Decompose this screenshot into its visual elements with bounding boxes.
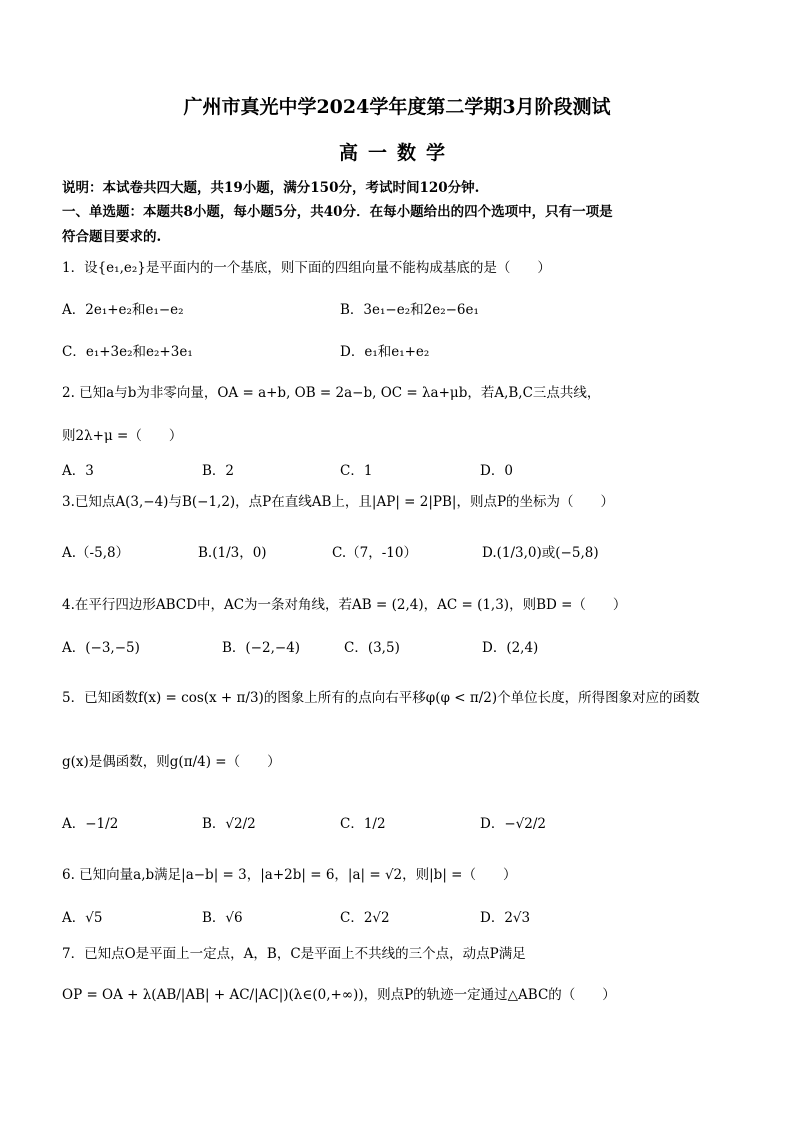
- question-4-option-b: B．(−2,−4): [222, 640, 301, 656]
- question-1-stem: 1．设{e₁,e₂}是平面内的一个基底，则下面的四组向量不能构成基底的是（ ）: [62, 260, 551, 276]
- question-1-option-b: B．3e₁−e₂和2e₂−6e₁: [340, 302, 479, 318]
- exam-note: 说明：本试卷共四大题，共19小题，满分150分，考试时间120分钟.: [62, 180, 480, 196]
- question-1-option-c: C．e₁+3e₂和e₂+3e₁: [62, 344, 193, 360]
- question-6-option-d: D．2√3: [480, 910, 531, 926]
- section-heading-line2: 符合题目要求的.: [62, 229, 162, 245]
- question-5-option-a: A．−1/2: [62, 816, 119, 832]
- exam-title: 广州市真光中学2024学年度第二学期3月阶段测试: [183, 96, 611, 118]
- question-2-option-b: B．2: [202, 463, 235, 479]
- question-2-option-c: C．1: [340, 463, 373, 479]
- question-4-option-c: C．(3,5): [344, 640, 400, 656]
- question-6-stem: 6. 已知向量a,b满足|a−b| = 3，|a+2b| = 6，|a| = √2，则|b| =（ ）: [62, 867, 517, 883]
- question-1-option-d: D．e₁和e₁+e₂: [340, 344, 430, 360]
- question-2-option-d: D．0: [480, 463, 513, 479]
- question-5-stem: 5．已知函数f(x) = cos(x + π/3)的图象上所有的点向右平移φ(φ < π/2)个单位长度，所得图象对应的函数: [62, 690, 700, 706]
- question-5-option-b: B．√2/2: [202, 816, 256, 832]
- question-6-option-b: B．√6: [202, 910, 243, 926]
- question-6-option-a: A．√5: [62, 910, 103, 926]
- question-4-option-d: D．(2,4): [482, 640, 539, 656]
- question-6-option-c: C．2√2: [340, 910, 390, 926]
- question-3-option-d: D.(1/3,0)或(−5,8): [482, 545, 599, 561]
- question-1-option-a: A．2e₁+e₂和e₁−e₂: [62, 302, 184, 318]
- question-5-option-d: D．−√2/2: [480, 816, 546, 832]
- question-5-stem-cont: g(x)是偶函数，则g(π/4) =（ ）: [62, 754, 281, 770]
- question-3-stem: 3.已知点A(3,−4)与B(−1,2)，点P在直线AB上，且|AP| = 2|PB|，则点P的坐标为（ ）: [62, 494, 615, 510]
- question-3-option-c: C.（7，-10）: [332, 545, 417, 561]
- question-2-stem-cont: 则2λ+μ =（ ）: [62, 428, 183, 444]
- question-5-option-c: C．1/2: [340, 816, 386, 832]
- question-2-option-a: A．3: [62, 463, 94, 479]
- question-4-stem: 4.在平行四边形ABCD中，AC为一条对角线，若AB = (2,4)，AC = (1,3)，则BD =（ ）: [62, 597, 627, 613]
- exam-subtitle: 高一数学: [338, 142, 455, 164]
- question-3-option-a: A.（-5,8）: [62, 545, 130, 561]
- question-7-stem: 7．已知点O是平面上一定点，A，B，C是平面上不共线的三个点，动点P满足: [62, 946, 526, 962]
- question-3-option-b: B.(1/3，0): [198, 545, 267, 561]
- question-2-stem: 2. 已知a与b为非零向量，OA = a+b, OB = 2a−b, OC = λa+μb，若A,B,C三点共线，: [62, 385, 601, 401]
- question-7-stem-cont: OP = OA + λ(AB/|AB| + AC/|AC|)(λ∈(0,+∞))，则点P的轨迹一定通过△ABC的（ ）: [62, 987, 616, 1003]
- section-heading-line1: 一、单选题：本题共8小题，每小题5分，共40分．在每小题给出的四个选项中，只有一项是: [62, 204, 613, 220]
- question-4-option-a: A．(−3,−5): [62, 640, 140, 656]
